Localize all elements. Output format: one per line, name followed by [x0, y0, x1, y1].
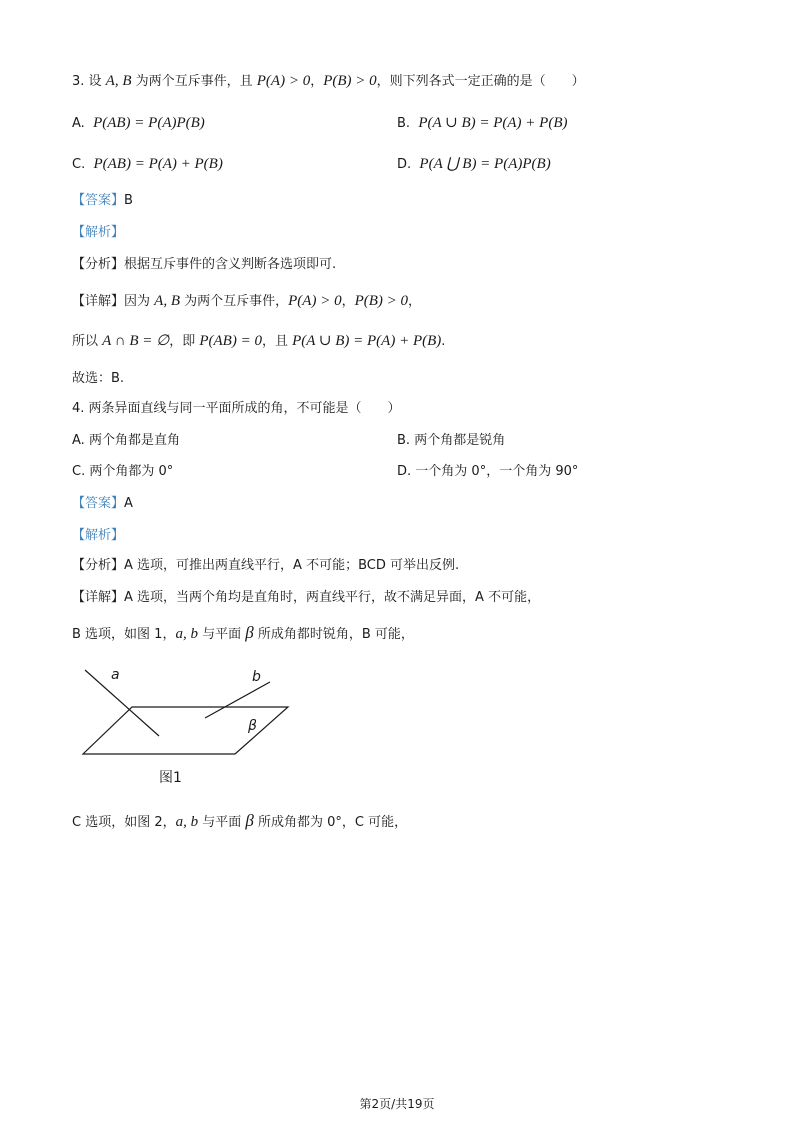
q4-detail: 【详解】A 选项，当两个角均是直角时，两直线平行，故不满足异面，A 不可能， [72, 590, 541, 605]
q4-option-a: A. 两个角都是直角 [72, 433, 180, 448]
q3-conclusion: 故选：B. [72, 371, 125, 386]
q4-fenxi: 【分析】A 选项，可推出两直线平行，A 不可能；BCD 可举出反例. [72, 558, 460, 573]
figure-1-caption: 图1 [159, 770, 182, 786]
q3-detail-line2: 所以 A ∩ B = ∅，即 P(AB) = 0，且 P(A ∪ B) = P(A) + P(B). [72, 333, 446, 349]
figure-label-beta: β [248, 718, 257, 734]
q4-option-d: D. 一个角为 0°，一个角为 90° [397, 464, 579, 479]
q3-fenxi: 【分析】根据互斥事件的含义判断各选项即可. [72, 257, 337, 272]
q3-analysis-tag: 【解析】 [72, 225, 125, 240]
q3-option-c: C. P(AB) = P(A) + P(B) [72, 156, 223, 172]
q4-option-c-explanation: C 选项，如图 2，a, b 与平面 β 所成角都为 0°，C 可能， [72, 811, 408, 830]
q3-answer: 【答案】B [72, 193, 133, 208]
page-footer: 第2页/共19页 [359, 1097, 435, 1111]
q4-option-b: B. 两个角都是锐角 [397, 433, 506, 448]
line-b [205, 682, 270, 718]
q4-option-b-explanation: B 选项，如图 1，a, b 与平面 β 所成角都时锐角，B 可能， [72, 623, 414, 642]
figure-label-a: a [111, 667, 120, 683]
q3-option-a: A. P(AB) = P(A)P(B) [72, 115, 205, 131]
q3-option-b: B. P(A ∪ B) = P(A) + P(B) [397, 115, 568, 131]
q4-stem: 4. 两条异面直线与同一平面所成的角，不可能是（ ） [72, 401, 401, 416]
q4-option-c: C. 两个角都为 0° [72, 464, 174, 479]
q3-stem: 3. 设 A, B 为两个互斥事件，且 P(A) > 0，P(B) > 0，则下列各式一定正确的是（ ） [72, 73, 585, 89]
q3-option-d: D. P(A ⋃ B) = P(A)P(B) [397, 156, 551, 172]
q4-answer: 【答案】A [72, 496, 133, 511]
plane-beta-parallelogram [83, 707, 288, 754]
line-a [85, 670, 159, 736]
q4-analysis-tag: 【解析】 [72, 528, 125, 543]
q3-detail-line1: 【详解】因为 A, B 为两个互斥事件，P(A) > 0，P(B) > 0， [72, 293, 422, 309]
figure-label-b: b [252, 669, 261, 685]
figure-1-diagram [70, 660, 310, 770]
